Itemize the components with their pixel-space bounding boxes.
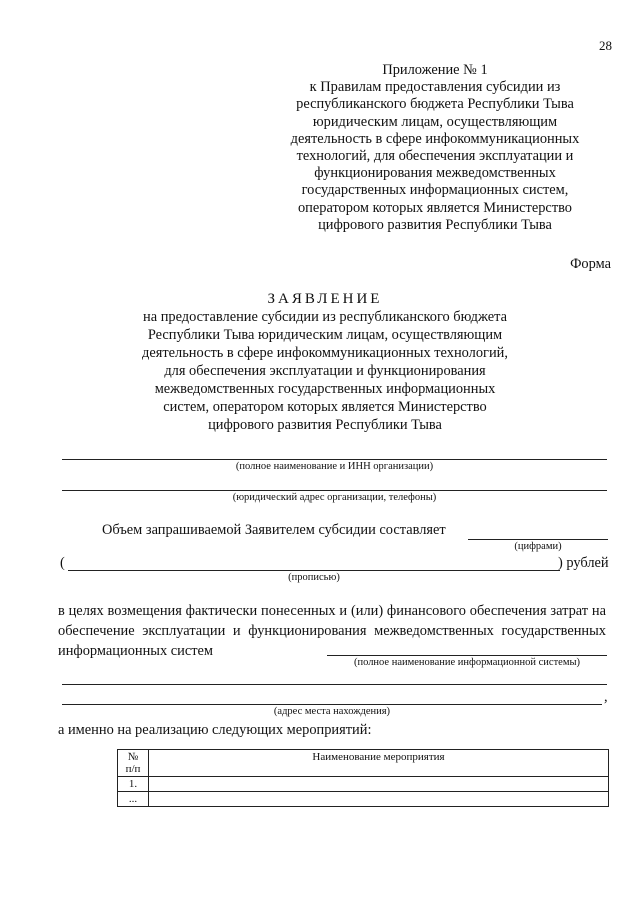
row-num: ... xyxy=(118,792,149,807)
statement-line: на предоставление субсидии из республиканского бюджета xyxy=(143,309,507,325)
amount-words-field[interactable] xyxy=(68,570,560,571)
statement-line: цифрового развития Республики Тыва xyxy=(208,417,442,433)
comma: , xyxy=(604,689,608,705)
org-name-caption: (полное наименование и ИНН организации) xyxy=(235,461,434,472)
org-address-caption: (юридический адрес организации, телефоны) xyxy=(232,492,437,503)
appendix-block xyxy=(250,62,620,234)
purpose-paragraph: в целях возмещения фактически понесенных и (или) финансового обеспечения затрат на обеспечение эксплуатации и функционирования межведомственных государственных информационных систем xyxy=(58,603,606,659)
appendix-line: государственных информационных систем, xyxy=(301,182,569,199)
row-name[interactable] xyxy=(149,777,609,792)
system-name-field[interactable] xyxy=(327,655,607,656)
row-num: 1. xyxy=(118,777,149,792)
form-label: Форма xyxy=(570,256,611,272)
page-number: 28 xyxy=(599,38,612,53)
table-header-row xyxy=(118,750,609,777)
statement-heading: ЗАЯВЛЕНИЕ xyxy=(267,291,383,307)
header-name: Наименование мероприятия xyxy=(149,750,609,777)
location-caption: (адрес места нахождения) xyxy=(273,706,391,717)
statement-line: межведомственных государственных информационных xyxy=(154,381,496,397)
appendix-line: цифрового развития Республики Тыва xyxy=(318,216,552,233)
statement-line: деятельность в сфере инфокоммуникационных технологий, xyxy=(142,345,508,361)
system-name-continuation-field[interactable] xyxy=(62,684,607,685)
appendix-line: оператором которых является Министерство xyxy=(297,199,573,216)
header-num: № п/п xyxy=(118,750,149,777)
statement-line: Республики Тыва юридическим лицам, осуществляющим xyxy=(147,327,503,343)
statement-line: для обеспечения эксплуатации и функционирования xyxy=(164,363,486,379)
org-address-field[interactable] xyxy=(62,490,607,491)
words-caption: (прописью) xyxy=(288,572,340,583)
statement-title xyxy=(90,290,560,434)
appendix-line: к Правилам предоставления субсидии из xyxy=(309,79,561,96)
appendix-line: технологий, для обеспечения эксплуатации и xyxy=(296,148,574,165)
events-table xyxy=(117,749,609,807)
appendix-line: деятельность в сфере инфокоммуникационных xyxy=(290,130,580,147)
appendix-line: юридическим лицам, осуществляющим xyxy=(312,113,558,130)
appendix-line: республиканского бюджета Республики Тыва xyxy=(296,96,574,113)
statement-line: систем, оператором которых является Министерство xyxy=(163,399,487,415)
digits-caption: (цифрами) xyxy=(514,541,562,552)
table-row xyxy=(118,777,609,792)
rubles-label: ) рублей xyxy=(558,555,609,571)
table-row xyxy=(118,792,609,807)
location-field[interactable] xyxy=(62,704,602,705)
amount-digits-field[interactable] xyxy=(468,539,608,540)
appendix-line: Приложение № 1 xyxy=(382,62,488,78)
amount-label: Объем запрашиваемой Заявителем субсидии составляет xyxy=(102,522,446,538)
appendix-line: функционирования межведомственных xyxy=(314,165,556,182)
row-name[interactable] xyxy=(149,792,609,807)
open-paren: ( xyxy=(60,555,65,571)
system-name-caption: (полное наименование информационной системы) xyxy=(353,657,581,668)
events-label: а именно на реализацию следующих мероприятий: xyxy=(58,722,372,738)
org-name-field[interactable] xyxy=(62,459,607,460)
